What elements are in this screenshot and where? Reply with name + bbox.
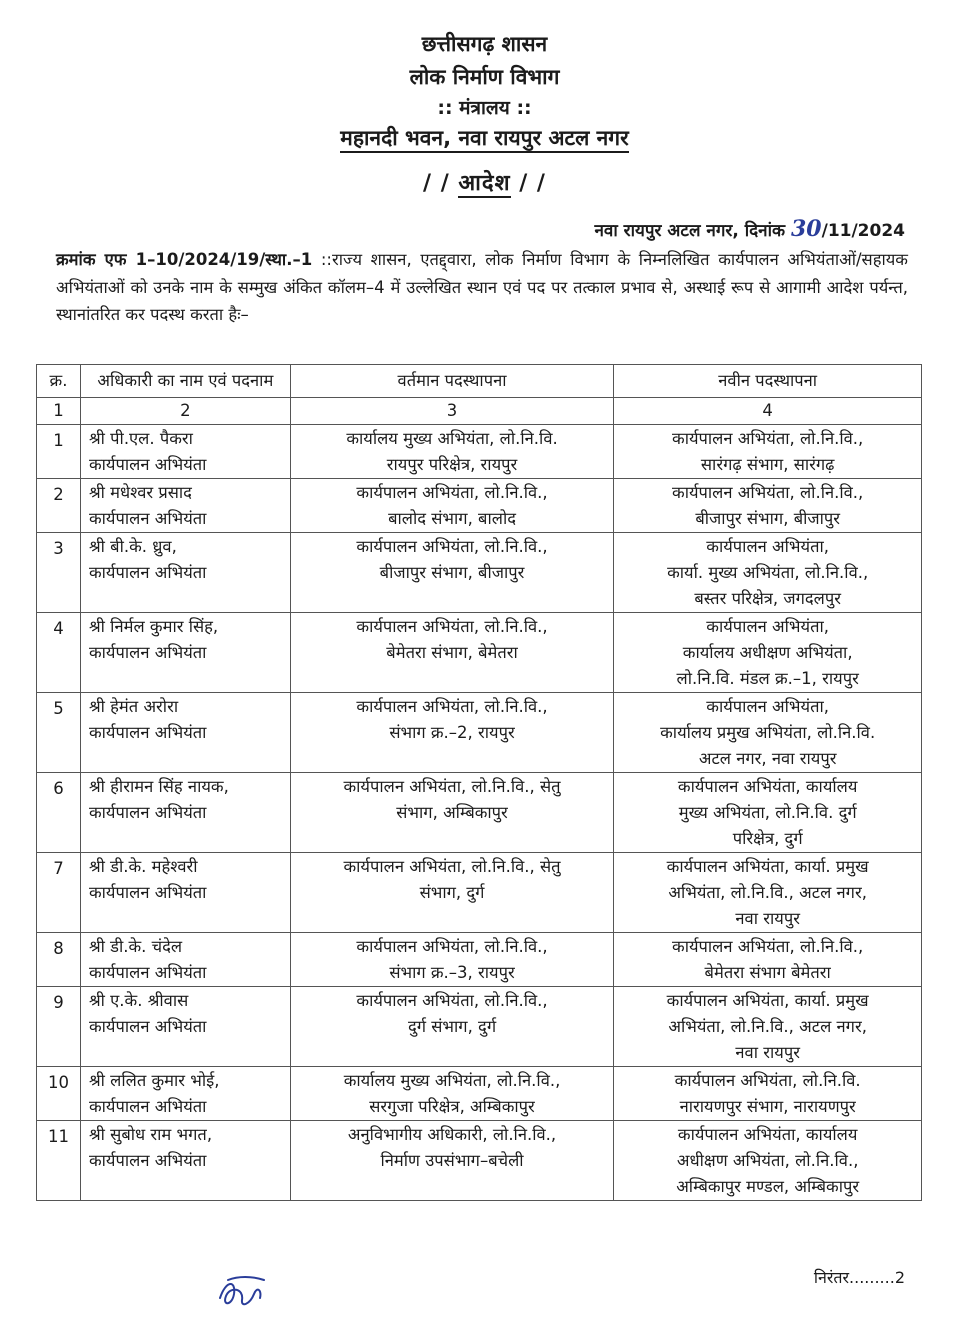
officer-name bbox=[80, 613, 290, 693]
new-posting-line: मुख्य अभियंता, लो.नि.वि. दुर्ग bbox=[678, 803, 857, 822]
table-row bbox=[37, 693, 922, 773]
new-posting-line: बस्तर परिक्षेत्र, जगदलपुर bbox=[694, 589, 841, 608]
new-posting bbox=[614, 693, 922, 773]
current-posting bbox=[290, 479, 614, 533]
officer-name-line: कार्यपालन अभियंता bbox=[88, 883, 207, 902]
new-posting-line: परिक्षेत्र, दुर्ग bbox=[732, 829, 803, 848]
new-posting-line: कार्यपालन अभियंता, bbox=[706, 697, 830, 716]
officer-name-line: कार्यपालन अभियंता bbox=[88, 455, 207, 474]
current-posting-line: कार्यपालन अभियंता, लो.नि.वि., bbox=[356, 483, 548, 502]
new-posting-line: कार्यपालन अभियंता, कार्यालय bbox=[677, 1125, 858, 1144]
header-new-posting: नवीन पदस्थापना bbox=[614, 365, 922, 398]
table-row bbox=[37, 773, 922, 853]
current-posting bbox=[290, 933, 614, 987]
current-posting-line: सरगुजा परिक्षेत्र, अम्बिकापुर bbox=[369, 1097, 535, 1116]
new-posting-line: नवा रायपुर bbox=[735, 909, 800, 928]
officer-name bbox=[80, 1067, 290, 1121]
officer-name bbox=[80, 773, 290, 853]
header-current-posting: वर्तमान पदस्थापना bbox=[290, 365, 614, 398]
column-number-row bbox=[37, 398, 922, 425]
serial-number: 3 bbox=[37, 533, 81, 613]
officer-name-line: श्री हेमंत अरोरा bbox=[88, 697, 179, 716]
column-number: 4 bbox=[614, 398, 922, 425]
new-posting-line: कार्यपालन अभियंता, bbox=[706, 537, 830, 556]
new-posting bbox=[614, 533, 922, 613]
current-posting-line: कार्यपालन अभियंता, लो.नि.वि., bbox=[356, 937, 548, 956]
current-posting-line: कार्यपालन अभियंता, लो.नि.वि., सेतु bbox=[343, 857, 561, 876]
table-row bbox=[37, 1121, 922, 1201]
officer-name bbox=[80, 693, 290, 773]
new-posting-line: अधीक्षण अभियंता, लो.नि.वि., bbox=[676, 1151, 859, 1170]
officer-name bbox=[80, 1121, 290, 1201]
officer-name bbox=[80, 425, 290, 479]
current-posting bbox=[290, 987, 614, 1067]
current-posting-line: कार्यालय मुख्य अभियंता, लो.नि.वि., bbox=[343, 1071, 561, 1090]
new-posting-line: सारंगढ़ संभाग, सारंगढ़ bbox=[700, 455, 835, 474]
officer-name bbox=[80, 533, 290, 613]
new-posting-line: कार्यपालन अभियंता, कार्या. प्रमुख bbox=[666, 857, 869, 876]
table-header-row bbox=[37, 365, 922, 398]
current-posting-line: कार्यपालन अभियंता, लो.नि.वि., सेतु bbox=[343, 777, 561, 796]
new-posting-line: बेमेतरा संभाग बेमेतरा bbox=[704, 963, 831, 982]
officer-name-line: श्री डी.के. चंदेल bbox=[88, 937, 183, 956]
column-number: 1 bbox=[37, 398, 81, 425]
officer-name-line: कार्यपालन अभियंता bbox=[88, 1151, 207, 1170]
current-posting-line: संभाग, अम्बिकापुर bbox=[396, 803, 508, 822]
officer-name bbox=[80, 933, 290, 987]
officer-name-line: कार्यपालन अभियंता bbox=[88, 803, 207, 822]
current-posting bbox=[290, 613, 614, 693]
current-posting-line: कार्यपालन अभियंता, लो.नि.वि., bbox=[356, 537, 548, 556]
officer-name-line: श्री हीरामन सिंह नायक, bbox=[88, 777, 229, 796]
new-posting-line: कार्यपालन अभियंता, bbox=[706, 617, 830, 636]
new-posting-line: कार्यालय अधीक्षण अभियंता, bbox=[682, 643, 853, 662]
officer-name-line: श्री डी.के. महेश्वरी bbox=[88, 857, 198, 876]
current-posting-line: कार्यपालन अभियंता, लो.नि.वि., bbox=[356, 617, 548, 636]
officer-name-line: कार्यपालन अभियंता bbox=[88, 643, 207, 662]
new-posting bbox=[614, 987, 922, 1067]
current-posting bbox=[290, 425, 614, 479]
table-row bbox=[37, 479, 922, 533]
new-posting-line: कार्यपालन अभियंता, लो.नि.वि., bbox=[672, 429, 864, 448]
current-posting-line: निर्माण उपसंभाग–बचेली bbox=[380, 1151, 524, 1170]
order-title: / / आदेश / / bbox=[423, 171, 546, 196]
serial-number: 4 bbox=[37, 613, 81, 693]
current-posting-line: अनुविभागीय अधिकारी, लो.नि.वि., bbox=[347, 1125, 557, 1144]
new-posting-line: कार्या. मुख्य अभियंता, लो.नि.वि., bbox=[667, 563, 869, 582]
officer-name-line: श्री ए.के. श्रीवास bbox=[88, 991, 189, 1010]
continued-note: निरंतर.........2 bbox=[813, 1268, 905, 1287]
serial-number: 9 bbox=[37, 987, 81, 1067]
current-posting bbox=[290, 1121, 614, 1201]
new-posting-line: कार्यालय प्रमुख अभियंता, लो.नि.वि. bbox=[660, 723, 876, 742]
table-row bbox=[37, 533, 922, 613]
officer-name-line: कार्यपालन अभियंता bbox=[88, 1017, 207, 1036]
table-body bbox=[37, 425, 922, 1201]
new-posting-line: लो.नि.वि. मंडल क्र.–1, रायपुर bbox=[676, 669, 859, 688]
officer-name-line: कार्यपालन अभियंता bbox=[88, 509, 207, 528]
serial-number: 5 bbox=[37, 693, 81, 773]
officer-name bbox=[80, 853, 290, 933]
header-officer: अधिकारी का नाम एवं पदनाम bbox=[80, 365, 290, 398]
table-row bbox=[37, 933, 922, 987]
current-posting bbox=[290, 853, 614, 933]
table-row bbox=[37, 987, 922, 1067]
ministry-label: :: मंत्रालय :: bbox=[437, 97, 532, 119]
officer-name-line: कार्यपालन अभियंता bbox=[88, 963, 207, 982]
order-number: क्रमांक एफ 1–10/2024/19/स्था.–1 bbox=[56, 250, 313, 269]
serial-number: 1 bbox=[37, 425, 81, 479]
new-posting-line: अभियंता, लो.नि.वि., अटल नगर, bbox=[668, 1017, 867, 1036]
transfer-table bbox=[36, 364, 922, 1201]
current-posting bbox=[290, 533, 614, 613]
officer-name-line: कार्यपालन अभियंता bbox=[88, 723, 207, 742]
officer-name-line: श्री ललित कुमार भोई, bbox=[88, 1071, 220, 1090]
serial-number: 2 bbox=[37, 479, 81, 533]
order-date: नवा रायपुर अटल नगर, दिनांक 30/11/2024 bbox=[594, 216, 905, 242]
new-posting bbox=[614, 853, 922, 933]
govt-name: छत्तीसगढ़ शासन bbox=[421, 32, 548, 56]
handwritten-day: 30 bbox=[790, 216, 822, 242]
current-posting-line: संभाग, दुर्ग bbox=[419, 883, 485, 902]
officer-name-line: श्री बी.के. ध्रुव, bbox=[88, 537, 177, 556]
new-posting-line: कार्यपालन अभियंता, कार्या. प्रमुख bbox=[666, 991, 869, 1010]
header-serial: क्र. bbox=[37, 365, 81, 398]
current-posting-line: बीजापुर संभाग, बीजापुर bbox=[379, 563, 525, 582]
order-text: ::राज्य शासन, एतद्द्वारा, लोक निर्माण विभाग के निम्नलिखित कार्यपालन अभियंताओं/सहायक अभियंताओं को उनके नाम के सम्मुख अंकित कॉलम–4 में उल्लेखित स्थान एवं पद पर तत्काल प्रभाव से, अस्थाई रूप से आगामी आदेश पर्यन्त, स्थानांतरित कर पदस्थ करता हैः– bbox=[56, 250, 908, 324]
new-posting-line: नारायणपुर संभाग, नारायणपुर bbox=[679, 1097, 856, 1116]
officer-name bbox=[80, 479, 290, 533]
current-posting-line: बेमेतरा संभाग, बेमेतरा bbox=[386, 643, 518, 662]
current-posting-line: रायपुर परिक्षेत्र, रायपुर bbox=[386, 455, 518, 474]
serial-number: 6 bbox=[37, 773, 81, 853]
current-posting-line: कार्यपालन अभियंता, लो.नि.वि., bbox=[356, 697, 548, 716]
current-posting-line: कार्यपालन अभियंता, लो.नि.वि., bbox=[356, 991, 548, 1010]
serial-number: 8 bbox=[37, 933, 81, 987]
current-posting bbox=[290, 1067, 614, 1121]
officer-name-line: कार्यपालन अभियंता bbox=[88, 1097, 207, 1116]
new-posting-line: कार्यपालन अभियंता, लो.नि.वि., bbox=[672, 483, 864, 502]
current-posting bbox=[290, 773, 614, 853]
current-posting-line: दुर्ग संभाग, दुर्ग bbox=[407, 1017, 497, 1036]
new-posting-line: नवा रायपुर bbox=[735, 1043, 800, 1062]
table-row bbox=[37, 853, 922, 933]
department-name: लोक निर्माण विभाग bbox=[409, 65, 560, 89]
new-posting bbox=[614, 933, 922, 987]
officer-name bbox=[80, 987, 290, 1067]
new-posting-line: कार्यपालन अभियंता, लो.नि.वि., bbox=[672, 937, 864, 956]
column-number: 2 bbox=[80, 398, 290, 425]
officer-name-line: श्री मधेश्वर प्रसाद bbox=[88, 483, 192, 502]
new-posting bbox=[614, 425, 922, 479]
table-row bbox=[37, 425, 922, 479]
new-posting bbox=[614, 479, 922, 533]
current-posting-line: बालोद संभाग, बालोद bbox=[388, 509, 516, 528]
serial-number: 10 bbox=[37, 1067, 81, 1121]
order-intro-paragraph bbox=[56, 246, 908, 329]
officer-name-line: श्री पी.एल. पैकरा bbox=[88, 429, 193, 448]
officer-name-line: श्री सुबोध राम भगत, bbox=[88, 1125, 213, 1144]
new-posting-line: अभियंता, लो.नि.वि., अटल नगर, bbox=[668, 883, 867, 902]
new-posting-line: अटल नगर, नवा रायपुर bbox=[698, 749, 837, 768]
new-posting bbox=[614, 1121, 922, 1201]
current-posting-line: कार्यालय मुख्य अभियंता, लो.नि.वि. bbox=[346, 429, 558, 448]
current-posting-line: संभाग क्र.–3, रायपुर bbox=[389, 963, 515, 982]
serial-number: 7 bbox=[37, 853, 81, 933]
officer-name-line: श्री निर्मल कुमार सिंह, bbox=[88, 617, 219, 636]
current-posting bbox=[290, 693, 614, 773]
new-posting bbox=[614, 773, 922, 853]
column-number: 3 bbox=[290, 398, 614, 425]
new-posting bbox=[614, 613, 922, 693]
office-address: महानदी भवन, नवा रायपुर अटल नगर bbox=[0, 122, 969, 155]
table-row bbox=[37, 613, 922, 693]
document-header bbox=[0, 28, 969, 197]
current-posting-line: संभाग क्र.–2, रायपुर bbox=[389, 723, 515, 742]
table-row bbox=[37, 1067, 922, 1121]
new-posting-line: कार्यपालन अभियंता, लो.नि.वि. bbox=[674, 1071, 861, 1090]
new-posting-line: कार्यपालन अभियंता, कार्यालय bbox=[677, 777, 858, 796]
new-posting-line: बीजापुर संभाग, बीजापुर bbox=[695, 509, 841, 528]
serial-number: 11 bbox=[37, 1121, 81, 1201]
new-posting-line: अम्बिकापुर मण्डल, अम्बिकापुर bbox=[676, 1177, 860, 1196]
officer-name-line: कार्यपालन अभियंता bbox=[88, 563, 207, 582]
signature-mark bbox=[214, 1274, 274, 1312]
new-posting bbox=[614, 1067, 922, 1121]
